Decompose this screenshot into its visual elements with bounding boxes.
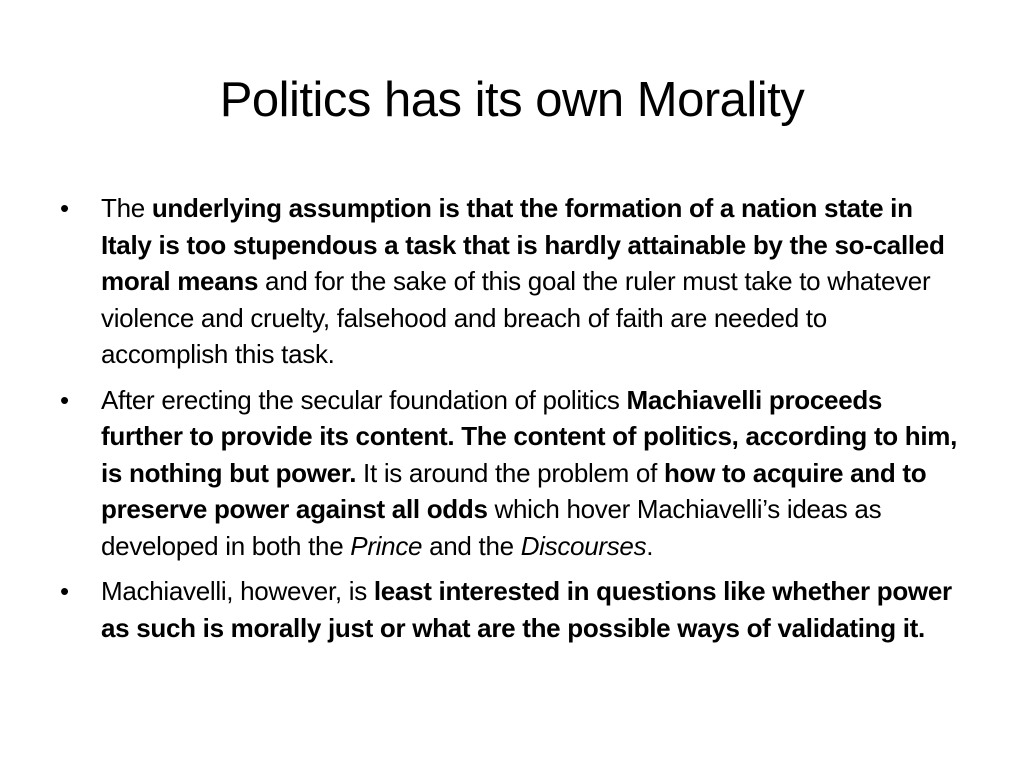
bullet-list	[60, 190, 960, 655]
text-segment: and for the sake of this goal the ruler must take to whatever violence and cruelty, falsehood and breach of faith are needed to accomplish this task.	[101, 266, 931, 369]
text-segment: and the	[422, 530, 521, 561]
slide-title: Politics has its own Morality	[219, 73, 805, 127]
bullet-icon: •	[60, 576, 69, 606]
italic-text-segment: Discourses	[520, 530, 647, 561]
text-segment: .	[646, 530, 654, 561]
bullet-text	[101, 576, 952, 643]
bold-text-segment: Machiavelli proceeds further to provide its content. The content of politics, according to him, is nothing but power.	[101, 384, 958, 488]
bullet-text	[101, 193, 945, 369]
bullet-icon: •	[60, 193, 69, 223]
bold-text-segment: underlying assumption is that the formation of a nation state in Italy is too stupendous a task that is hardly attainable by the so-called moral means	[101, 193, 945, 296]
text-segment: After erecting the secular foundation of politics	[101, 384, 627, 415]
bullet-item	[60, 190, 960, 373]
bold-text-segment: how to acquire and to preserve power against all odds	[101, 457, 927, 524]
bullet-icon: •	[60, 384, 69, 415]
italic-text-segment: Prince	[350, 530, 423, 561]
bullet-item	[60, 382, 960, 565]
bullet-item	[60, 573, 960, 646]
bold-text-segment: least interested in questions like whether power as such is morally just or what are the possible ways of validating it.	[101, 576, 952, 643]
text-segment: Machiavelli, however, is	[101, 576, 374, 606]
text-segment: The	[101, 193, 152, 223]
bullet-text	[101, 385, 957, 561]
text-segment: It is around the problem of	[356, 457, 664, 488]
text-segment: which hover Machiavelli’s ideas as developed in both the	[101, 494, 882, 561]
